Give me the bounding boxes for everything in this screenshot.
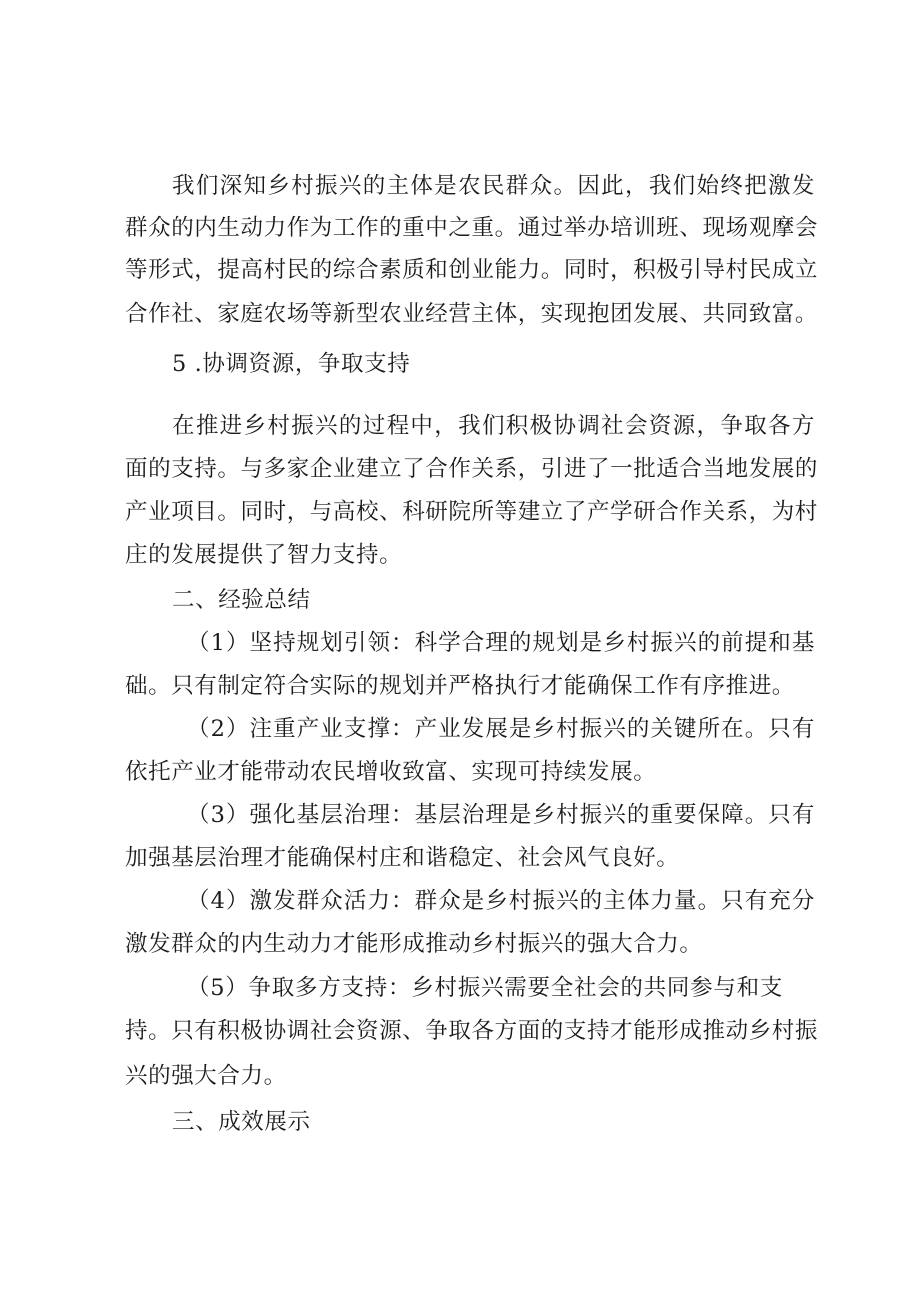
experience-item-5-line-1: （5）争取多方支持：乡村振兴需要全社会的共同参与和支 xyxy=(187,975,783,1001)
experience-item-2-line-2: 依托产业才能带动农民增收致富、实现可持续发展。 xyxy=(125,759,657,785)
experience-item-4-line-2: 激发群众的内生动力才能形成推动乡村振兴的强大合力。 xyxy=(125,931,703,957)
heading-experience-summary: 二、经验总结 xyxy=(172,587,311,613)
heading-results: 三、成效展示 xyxy=(172,1109,311,1135)
paragraph-1-line-2: 群众的内生动力作为工作的重中之重。通过举办培训班、现场观摩会 xyxy=(125,215,819,241)
paragraph-1-line-1: 我们深知乡村振兴的主体是农民群众。因此，我们始终把激发 xyxy=(172,173,815,199)
experience-item-5-line-2: 持。只有积极协调社会资源、争取各方面的支持才能形成推动乡村振 xyxy=(125,1018,819,1044)
paragraph-2-line-3: 产业项目。同时，与高校、科研院所等建立了产学研合作关系，为村 xyxy=(125,499,819,525)
experience-item-4-line-1: （4）激发群众活力：群众是乡村振兴的主体力量。只有充分 xyxy=(187,888,815,914)
section-heading-5: 5 .协调资源，争取支持 xyxy=(172,351,411,377)
experience-item-3-line-1: （3）强化基层治理：基层治理是乡村振兴的重要保障。只有 xyxy=(187,802,815,828)
paragraph-2-line-1: 在推进乡村振兴的过程中，我们积极协调社会资源，争取各方 xyxy=(172,413,815,439)
experience-item-1-line-1: （1）坚持规划引领：科学合理的规划是乡村振兴的前提和基 xyxy=(187,630,815,656)
paragraph-1-line-3: 等形式，提高村民的综合素质和创业能力。同时，积极引导村民成立 xyxy=(125,257,819,283)
experience-item-1-line-2: 础。只有制定符合实际的规划并严格执行才能确保工作有序推进。 xyxy=(125,673,795,699)
experience-item-2-line-1: （2）注重产业支撑：产业发展是乡村振兴的关键所在。只有 xyxy=(187,716,815,742)
experience-item-5-line-3: 兴的强大合力。 xyxy=(125,1063,287,1089)
paragraph-2-line-2: 面的支持。与多家企业建立了合作关系，引进了一批适合当地发展的 xyxy=(125,456,819,482)
experience-item-3-line-2: 加强基层治理才能确保村庄和谐稳定、社会风气良好。 xyxy=(125,845,680,871)
paragraph-1-line-4: 合作社、家庭农场等新型农业经营主体，实现抱团发展、共同致富。 xyxy=(125,301,819,327)
paragraph-2-line-4: 庄的发展提供了智力支持。 xyxy=(125,542,403,568)
